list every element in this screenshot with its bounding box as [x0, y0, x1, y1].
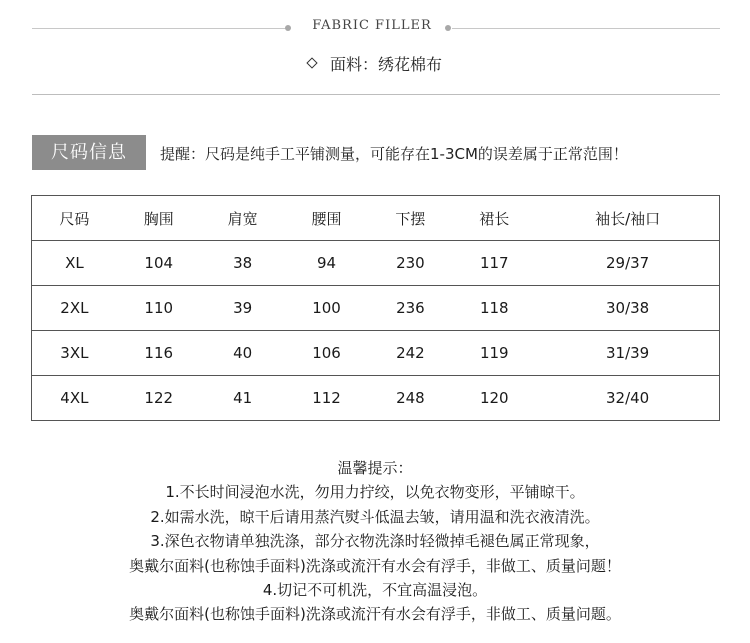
table-cell: XL [32, 241, 117, 286]
table-row [32, 331, 720, 376]
material-value: 绣花棉布 [378, 55, 443, 74]
table-cell: 110 [117, 286, 201, 331]
table-cell: 120 [479, 389, 509, 407]
care-tip-line: 奥戴尔面料(也称蚀手面料)洗涤或流汗有水会有浮手，非做工、质量问题。 [129, 605, 621, 624]
header-cell: 尺码 [32, 196, 117, 241]
size-info-tag: 尺码信息 [32, 135, 146, 170]
size-reminder-text: 提醒：尺码是纯手工平铺测量，可能存在1-3CM的误差属于正常范围！ [160, 145, 628, 163]
header-left-rule [32, 28, 287, 29]
care-tips [0, 456, 750, 627]
table-cell: 104 [117, 241, 201, 286]
header-cell: 肩宽 [201, 196, 285, 241]
header-left-dot [285, 25, 291, 31]
table-row [32, 241, 720, 286]
material-label: 面料： [329, 55, 378, 74]
table-cell: 31/39 [536, 331, 719, 376]
table-cell: 39 [201, 286, 285, 331]
care-tip-line: 4.切记不可机洗，不宜高温浸泡。 [262, 581, 488, 600]
table-cell: 100 [285, 286, 369, 331]
table-cell: 242 [368, 331, 452, 376]
table-cell: 112 [312, 389, 341, 407]
table-cell: 38 [201, 241, 285, 286]
table-cell: 119 [452, 331, 536, 376]
table-cell: 29/37 [536, 241, 719, 286]
table-cell: 3XL [32, 331, 117, 376]
table-row [32, 286, 720, 331]
table-cell: 40 [201, 331, 285, 376]
header-cell: 袖长/袖口 [536, 196, 719, 241]
table-cell: 94 [285, 241, 369, 286]
table-cell: 248 [396, 389, 425, 407]
care-tip-line: 3.深色衣物请单独洗涤，部分衣物洗涤时轻微掉毛褪色属正常现象， [150, 532, 600, 551]
header-cell: 下摆 [368, 196, 452, 241]
diamond-bullet-icon [306, 57, 317, 68]
fabric-filler-header [32, 14, 720, 42]
size-table [31, 195, 720, 421]
table-header-row [32, 196, 720, 241]
section-divider [32, 94, 720, 95]
table-cell: 4XL [60, 389, 89, 407]
header-right-rule [452, 28, 720, 29]
care-tips-title: 温馨提示： [337, 459, 413, 477]
table-cell: 32/40 [606, 389, 650, 407]
table-cell: 230 [368, 241, 452, 286]
header-cell: 胸围 [117, 196, 201, 241]
table-cell: 106 [285, 331, 369, 376]
table-cell: 117 [452, 241, 536, 286]
header-right-dot [445, 25, 451, 31]
table-cell: 116 [117, 331, 201, 376]
table-cell: 236 [368, 286, 452, 331]
table-cell: 122 [144, 389, 174, 407]
care-tip-line: 1.不长时间浸泡水洗，勿用力拧绞，以免衣物变形，平铺晾干。 [165, 483, 585, 502]
table-cell: 2XL [32, 286, 117, 331]
care-tip-line: 奥戴尔面料(也称蚀手面料)洗涤或流汗有水会有浮手，非做工、质量问题！ [129, 556, 621, 575]
material-line [0, 52, 750, 75]
header-cell: 裙长 [452, 196, 536, 241]
table-cell: 118 [452, 286, 536, 331]
table-cell: 30/38 [536, 286, 719, 331]
care-tip-line: 2.如需水洗，晾干后请用蒸汽熨斗低温去皱，请用温和洗衣液清洗。 [150, 507, 600, 526]
table-row [32, 376, 720, 421]
fabric-filler-title: FABRIC FILLER [312, 18, 432, 33]
header-cell: 腰围 [285, 196, 369, 241]
table-cell: 41 [233, 389, 253, 407]
